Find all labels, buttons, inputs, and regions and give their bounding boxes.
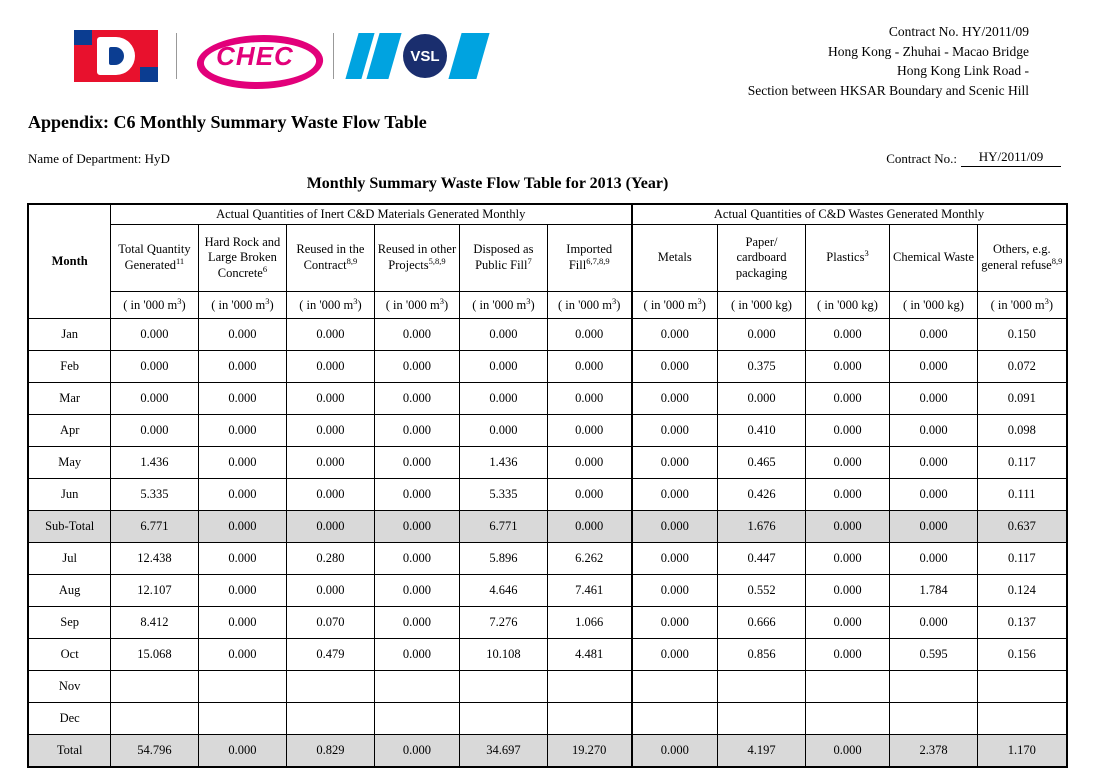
table-cell: 0.000 xyxy=(890,351,978,383)
table-cell: 0.000 xyxy=(547,383,631,415)
table-cell: 1.784 xyxy=(890,575,978,607)
table-cell: 0.000 xyxy=(374,415,459,447)
table-cell: 1.436 xyxy=(459,447,547,479)
table-cell: 4.197 xyxy=(718,735,806,768)
table-cell: 0.000 xyxy=(632,319,718,351)
header-hard-rock-large-broken-concrete: Hard Rock and Large Broken Concrete$^6$ xyxy=(198,225,286,292)
table-body xyxy=(28,319,1066,768)
contract-header-line-3: Hong Kong Link Road - xyxy=(897,63,1029,79)
table-cell: 0.000 xyxy=(547,511,631,543)
row-month-label: Apr xyxy=(28,415,110,447)
page-header xyxy=(26,18,1069,96)
table-cell: 0.000 xyxy=(110,415,198,447)
table-cell: 0.000 xyxy=(718,383,806,415)
table-cell xyxy=(632,703,718,735)
table-cell: 0.000 xyxy=(374,383,459,415)
table-cell: 0.000 xyxy=(890,479,978,511)
table-cell: 0.000 xyxy=(632,415,718,447)
table-cell: 0.000 xyxy=(374,543,459,575)
table-cell: 0.156 xyxy=(978,639,1067,671)
table-cell: 0.000 xyxy=(547,479,631,511)
table-cell: 0.091 xyxy=(978,383,1067,415)
table-cell: 0.000 xyxy=(632,607,718,639)
logo-divider xyxy=(176,33,177,79)
table-cell: 7.276 xyxy=(459,607,547,639)
table-cell: 5.335 xyxy=(459,479,547,511)
table-cell: 19.270 xyxy=(547,735,631,768)
row-month-label: May xyxy=(28,447,110,479)
header-paper-cardboard-packaging: Paper/ cardboard packaging xyxy=(718,225,806,292)
table-cell xyxy=(890,671,978,703)
table-cell: 0.856 xyxy=(718,639,806,671)
table-row xyxy=(28,575,1066,607)
unit-paper-cardboard-packaging: ( in '000 kg) xyxy=(718,292,806,319)
table-cell: 0.117 xyxy=(978,543,1067,575)
table-cell: 15.068 xyxy=(110,639,198,671)
table-cell: 0.637 xyxy=(978,511,1067,543)
table-cell: 8.412 xyxy=(110,607,198,639)
vsl-logo-icon xyxy=(352,32,483,80)
table-group-header-row xyxy=(28,204,1066,225)
table-cell: 0.465 xyxy=(718,447,806,479)
row-month-label: Total xyxy=(28,735,110,768)
header-disposed-as-public-fill: Disposed as Public Fill$^7$ xyxy=(459,225,547,292)
row-month-label: Feb xyxy=(28,351,110,383)
table-cell: 0.000 xyxy=(632,479,718,511)
department-label: Name of Department: HyD xyxy=(28,151,170,166)
table-cell: 12.438 xyxy=(110,543,198,575)
table-row xyxy=(28,639,1066,671)
table-cell: 0.000 xyxy=(890,543,978,575)
table-cell: 0.000 xyxy=(198,415,286,447)
header-month: Month xyxy=(28,204,110,319)
table-cell: 0.447 xyxy=(718,543,806,575)
contract-no-label: Contract No.: xyxy=(886,151,957,166)
table-row xyxy=(28,479,1066,511)
table-cell: 0.000 xyxy=(890,607,978,639)
table-cell xyxy=(890,703,978,735)
table-unit-row xyxy=(28,292,1066,319)
table-cell: 0.000 xyxy=(632,511,718,543)
unit-imported-fill: ( in '000 $m^3$) xyxy=(547,292,631,319)
table-cell: 0.000 xyxy=(459,415,547,447)
table-cell xyxy=(978,671,1067,703)
table-cell: 0.000 xyxy=(286,447,374,479)
table-cell: 0.098 xyxy=(978,415,1067,447)
table-cell xyxy=(374,671,459,703)
table-cell: 0.072 xyxy=(978,351,1067,383)
table-cell: 0.000 xyxy=(374,735,459,768)
table-cell xyxy=(198,703,286,735)
table-cell: 0.000 xyxy=(547,319,631,351)
table-cell: 0.000 xyxy=(718,319,806,351)
table-cell xyxy=(632,671,718,703)
row-month-label: Aug xyxy=(28,575,110,607)
table-cell: 34.697 xyxy=(459,735,547,768)
table-cell: 0.000 xyxy=(374,639,459,671)
table-cell: 0.000 xyxy=(198,511,286,543)
table-cell: 5.896 xyxy=(459,543,547,575)
contract-header-line-4: Section between HKSAR Boundary and Scenic Hill xyxy=(747,82,1029,98)
table-cell: 0.000 xyxy=(806,351,890,383)
table-row xyxy=(28,703,1066,735)
unit-hard-rock-large-broken-concrete: ( in '000 $m^3$) xyxy=(198,292,286,319)
table-cell: 0.000 xyxy=(459,383,547,415)
table-cell: 0.000 xyxy=(890,319,978,351)
page-title: Appendix: C6 Monthly Summary Waste Flow Table xyxy=(28,112,427,132)
header-chemical-waste: Chemical Waste xyxy=(890,225,978,292)
table-cell xyxy=(110,703,198,735)
table-row xyxy=(28,607,1066,639)
row-month-label: Sep xyxy=(28,607,110,639)
row-month-label: Oct xyxy=(28,639,110,671)
row-month-label: Mar xyxy=(28,383,110,415)
table-cell: 0.000 xyxy=(374,607,459,639)
table-row xyxy=(28,447,1066,479)
row-month-label: Jan xyxy=(28,319,110,351)
table-cell: 0.479 xyxy=(286,639,374,671)
table-cell: 0.000 xyxy=(632,639,718,671)
header-metals: Metals xyxy=(632,225,718,292)
table-cell xyxy=(547,671,631,703)
table-cell: 0.000 xyxy=(374,575,459,607)
table-cell: 0.000 xyxy=(806,447,890,479)
unit-total-quantity-generated: ( in '000 $m^3$) xyxy=(110,292,198,319)
table-cell: 0.280 xyxy=(286,543,374,575)
contract-header-block xyxy=(748,18,1069,100)
table-cell: 0.000 xyxy=(198,543,286,575)
vsl-logo-text: VSL xyxy=(403,34,447,78)
unit-disposed-as-public-fill: ( in '000 $m^3$) xyxy=(459,292,547,319)
table-cell: 0.000 xyxy=(547,415,631,447)
table-cell: 0.000 xyxy=(890,511,978,543)
table-cell: 0.000 xyxy=(806,415,890,447)
table-cell: 1.436 xyxy=(110,447,198,479)
table-cell: 0.000 xyxy=(806,479,890,511)
table-row xyxy=(28,735,1066,768)
table-cell xyxy=(374,703,459,735)
table-cell: 0.000 xyxy=(286,511,374,543)
table-title: Monthly Summary Waste Flow Table for 2013 (Year) xyxy=(306,175,669,192)
table-cell: 5.335 xyxy=(110,479,198,511)
header-group-inert: Actual Quantities of Inert C&D Materials Generated Monthly xyxy=(110,204,631,225)
table-cell xyxy=(806,671,890,703)
table-cell: 0.117 xyxy=(978,447,1067,479)
table-cell: 0.000 xyxy=(806,543,890,575)
table-cell: 0.000 xyxy=(286,575,374,607)
table-cell: 0.000 xyxy=(890,447,978,479)
table-cell: 0.070 xyxy=(286,607,374,639)
table-cell: 0.000 xyxy=(806,383,890,415)
contract-no-value: HY/2011/09 xyxy=(961,149,1061,167)
table-cell: 0.000 xyxy=(459,351,547,383)
table-cell: 0.150 xyxy=(978,319,1067,351)
table-cell: 10.108 xyxy=(459,639,547,671)
chec-logo-text: CHEC xyxy=(216,40,294,71)
table-row xyxy=(28,351,1066,383)
row-month-label: Sub-Total xyxy=(28,511,110,543)
table-cell: 0.000 xyxy=(198,607,286,639)
table-cell: 0.000 xyxy=(110,319,198,351)
table-cell: 0.000 xyxy=(198,319,286,351)
table-cell: 4.646 xyxy=(459,575,547,607)
table-cell: 1.676 xyxy=(718,511,806,543)
table-cell xyxy=(547,703,631,735)
header-reused-in-the-contract: Reused in the Contract$^{8,9}$ xyxy=(286,225,374,292)
table-cell xyxy=(459,671,547,703)
table-cell: 0.829 xyxy=(286,735,374,768)
table-cell: 0.666 xyxy=(718,607,806,639)
table-cell: 1.170 xyxy=(978,735,1067,768)
table-cell: 54.796 xyxy=(110,735,198,768)
table-column-header-row xyxy=(28,225,1066,292)
dragages-logo-icon xyxy=(74,30,158,82)
table-row xyxy=(28,319,1066,351)
table-cell: 0.000 xyxy=(632,447,718,479)
unit-others-general-refuse: ( in '000 $m^3$) xyxy=(978,292,1067,319)
table-cell: 0.000 xyxy=(806,511,890,543)
contract-header-line-1: Contract No. HY/2011/09 xyxy=(888,24,1029,39)
table-cell: 4.481 xyxy=(547,639,631,671)
table-cell: 0.000 xyxy=(286,415,374,447)
table-cell xyxy=(286,671,374,703)
table-row xyxy=(28,383,1066,415)
table-cell: 0.426 xyxy=(718,479,806,511)
header-reused-in-other-projects: Reused in other Projects$^{5,8,9}$ xyxy=(374,225,459,292)
row-month-label: Nov xyxy=(28,671,110,703)
table-cell: 0.000 xyxy=(110,383,198,415)
table-cell: 2.378 xyxy=(890,735,978,768)
table-cell: 0.000 xyxy=(286,479,374,511)
table-cell: 0.000 xyxy=(198,447,286,479)
logo-group xyxy=(74,30,483,82)
header-others-general-refuse: Others, e.g. general refuse$^{8,9}$ xyxy=(978,225,1067,292)
table-cell: 0.000 xyxy=(374,447,459,479)
table-cell: 12.107 xyxy=(110,575,198,607)
table-row xyxy=(28,511,1066,543)
department-row xyxy=(26,149,1069,167)
table-cell xyxy=(718,671,806,703)
table-row xyxy=(28,415,1066,447)
table-cell xyxy=(806,703,890,735)
table-cell: 0.000 xyxy=(286,351,374,383)
unit-reused-in-other-projects: ( in '000 $m^3$) xyxy=(374,292,459,319)
logo-divider-2 xyxy=(333,33,334,79)
unit-metals: ( in '000 $m^3$) xyxy=(632,292,718,319)
table-cell xyxy=(286,703,374,735)
table-cell: 0.000 xyxy=(374,511,459,543)
table-cell: 0.000 xyxy=(110,351,198,383)
header-total-quantity-generated: Total Quantity Generated$^{11}$ xyxy=(110,225,198,292)
table-cell: 0.000 xyxy=(286,319,374,351)
header-imported-fill: Imported Fill$^{6,7,8,9}$ xyxy=(547,225,631,292)
table-cell: 0.595 xyxy=(890,639,978,671)
table-cell: 0.137 xyxy=(978,607,1067,639)
table-cell: 6.771 xyxy=(459,511,547,543)
contract-no-field xyxy=(886,149,1069,167)
unit-plastics: ( in '000 kg) xyxy=(806,292,890,319)
row-month-label: Jul xyxy=(28,543,110,575)
table-row xyxy=(28,543,1066,575)
table-row xyxy=(28,671,1066,703)
table-cell: 6.771 xyxy=(110,511,198,543)
table-cell xyxy=(110,671,198,703)
table-cell: 0.000 xyxy=(198,639,286,671)
table-cell: 0.000 xyxy=(547,351,631,383)
table-cell: 0.000 xyxy=(632,383,718,415)
table-cell: 0.000 xyxy=(286,383,374,415)
table-cell: 6.262 xyxy=(547,543,631,575)
table-cell xyxy=(718,703,806,735)
table-cell: 0.000 xyxy=(374,319,459,351)
table-cell: 7.461 xyxy=(547,575,631,607)
contract-header-line-2: Hong Kong - Zhuhai - Macao Bridge xyxy=(828,43,1029,59)
row-month-label: Dec xyxy=(28,703,110,735)
table-cell: 0.000 xyxy=(632,575,718,607)
table-cell: 0.000 xyxy=(374,351,459,383)
table-cell: 0.000 xyxy=(806,607,890,639)
table-cell: 0.000 xyxy=(198,575,286,607)
table-cell: 0.375 xyxy=(718,351,806,383)
table-cell: 0.000 xyxy=(198,383,286,415)
header-plastics: Plastics$^3$ xyxy=(806,225,890,292)
table-cell xyxy=(459,703,547,735)
table-cell: 0.000 xyxy=(806,639,890,671)
table-cell: 0.000 xyxy=(198,735,286,768)
table-cell: 0.000 xyxy=(806,575,890,607)
table-cell: 0.000 xyxy=(198,479,286,511)
table-cell: 0.111 xyxy=(978,479,1067,511)
table-cell xyxy=(198,671,286,703)
table-cell xyxy=(978,703,1067,735)
table-cell: 0.000 xyxy=(198,351,286,383)
unit-chemical-waste: ( in '000 kg) xyxy=(890,292,978,319)
table-cell: 0.000 xyxy=(374,479,459,511)
table-cell: 0.000 xyxy=(547,447,631,479)
table-cell: 0.410 xyxy=(718,415,806,447)
table-cell: 0.000 xyxy=(890,383,978,415)
table-cell: 0.000 xyxy=(806,735,890,768)
unit-reused-in-the-contract: ( in '000 $m^3$) xyxy=(286,292,374,319)
table-cell: 0.552 xyxy=(718,575,806,607)
table-cell: 0.000 xyxy=(806,319,890,351)
table-cell: 0.000 xyxy=(632,735,718,768)
table-cell: 0.000 xyxy=(890,415,978,447)
table-cell: 0.000 xyxy=(632,351,718,383)
table-cell: 0.000 xyxy=(632,543,718,575)
table-cell: 1.066 xyxy=(547,607,631,639)
waste-flow-table xyxy=(27,203,1067,768)
table-cell: 0.124 xyxy=(978,575,1067,607)
chec-logo-icon xyxy=(195,31,315,81)
table-cell: 0.000 xyxy=(459,319,547,351)
row-month-label: Jun xyxy=(28,479,110,511)
header-group-wastes: Actual Quantities of C&D Wastes Generated Monthly xyxy=(632,204,1067,225)
